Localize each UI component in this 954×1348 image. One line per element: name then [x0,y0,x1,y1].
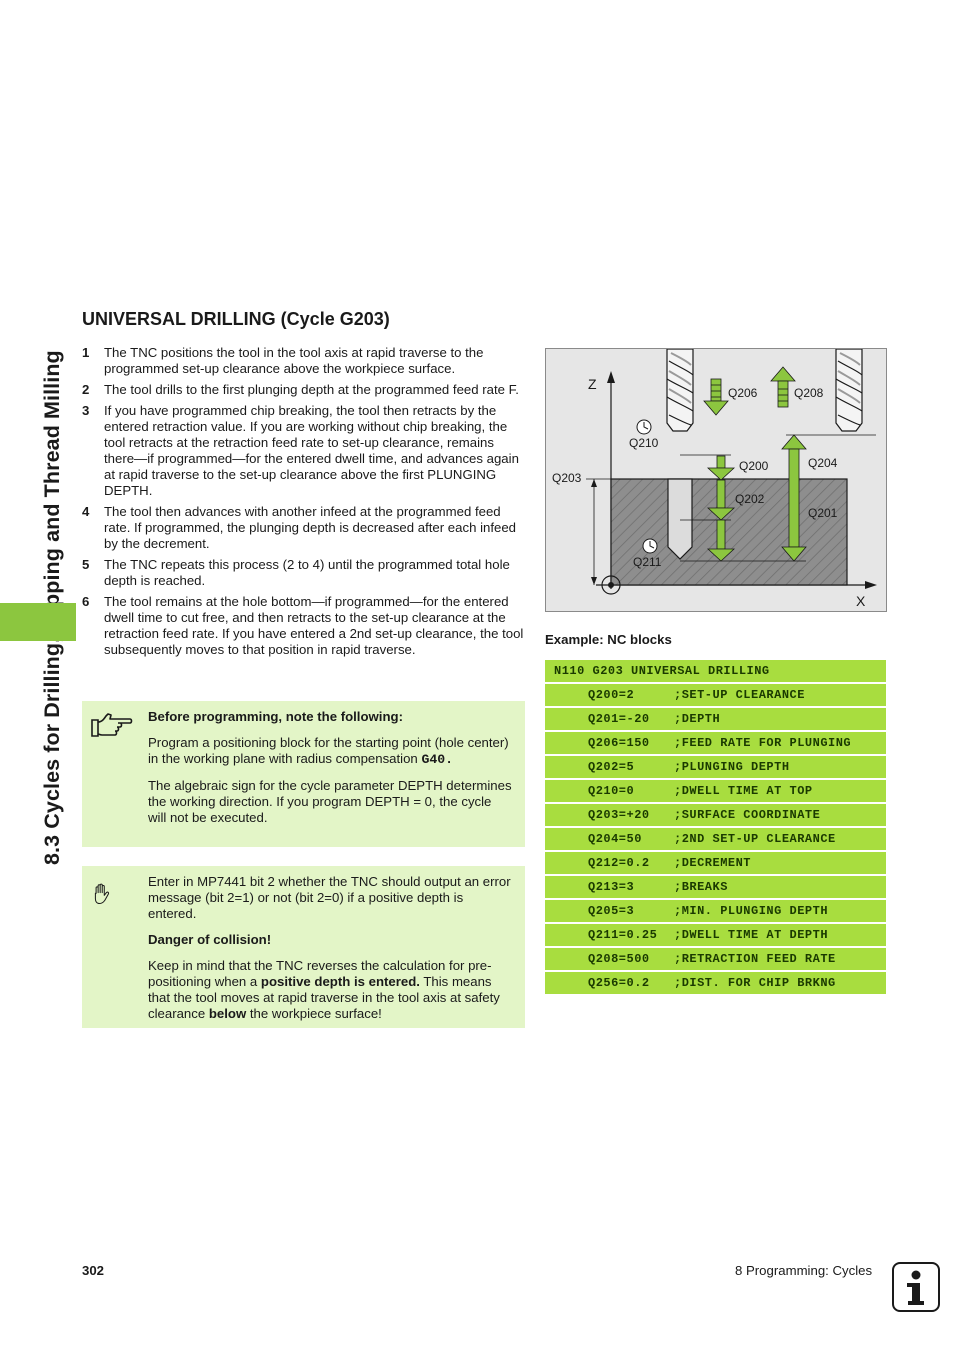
info-icon[interactable] [892,1262,940,1312]
nc-block-list [545,660,886,996]
table-row [545,660,886,682]
cycle-diagram-graphic [546,349,886,611]
table-row [545,924,886,946]
q210-label: Q210 [629,436,659,450]
step-text: The TNC repeats this process (2 to 4) until the programmed total hole depth is reached. [104,557,510,588]
table-row [545,828,886,850]
x-axis-label: X [856,593,866,609]
table-row [545,876,886,898]
nc-code: Q213=3 [588,880,635,894]
step-number: 6 [82,594,90,609]
list-item [82,594,524,658]
table-row [545,780,886,802]
nc-code: Q203=+20 [588,808,650,822]
chapter-side-title [0,300,80,900]
nc-code: N110 G203 UNIVERSAL DRILLING [554,664,770,678]
nc-code: Q210=0 [588,784,635,798]
note-heading: Danger of collision! [148,932,272,947]
list-item [82,557,524,589]
nc-comment: ;DWELL TIME AT TOP [674,784,813,798]
nc-comment: ;SURFACE COORDINATE [674,808,821,822]
x-axis-arrow [865,581,877,589]
nc-comment: ;PLUNGING DEPTH [674,760,790,774]
nc-code: Q201=-20 [588,712,650,726]
nc-code: Q206=150 [588,736,650,750]
nc-comment: ;MIN. PLUNGING DEPTH [674,904,829,918]
nc-comment: ;DWELL TIME AT DEPTH [674,928,829,942]
note-emphasis: positive depth is entered. [260,974,420,989]
step-number: 1 [82,345,90,360]
note-heading: Before programming, note the following: [148,709,403,724]
step-number: 5 [82,557,90,572]
info-glyph [894,1264,938,1310]
table-row [545,708,886,730]
q202-label: Q202 [735,492,765,506]
nc-code: Q205=3 [588,904,635,918]
step-number: 4 [82,504,90,519]
q203-label: Q203 [552,471,582,485]
nc-code: Q202=5 [588,760,635,774]
list-item [82,403,524,499]
note-paragraph [148,958,513,1022]
q201-label: Q201 [808,506,838,520]
table-row [545,900,886,922]
note-text: Keep in mind that the TNC reverses the calculation for pre-positioning when a [148,958,492,989]
q200-label: Q200 [739,459,769,473]
set-up-clearance-arrow [708,456,734,480]
drill-tool-right [836,349,862,431]
note-paragraph: Enter in MP7441 bit 2 whether the TNC should output an error message (bit 2=1) or not (bit 2=0) if a positive depth is entered. [148,874,511,921]
list-item [82,504,524,552]
page-number: 302 [82,1263,105,1278]
note-paragraph: The algebraic sign for the cycle parameter DEPTH determines the working direction. If you program DEPTH = 0, the cycle will not be executed. [148,778,512,825]
dwell-depth-clock-icon [643,539,657,553]
step-number: 3 [82,403,90,418]
drilled-hole [668,479,692,559]
table-row [545,852,886,874]
step-text: The tool then advances with another infeed at the programmed feed rate. If programmed, the plunging depth is decreased after each infeed by the decrement. [104,504,516,551]
nc-code: Q212=0.2 [588,856,650,870]
z-axis-arrow [607,371,615,383]
note-text: Program a positioning block for the starting point (hole center) in the working plane with radius compensation [148,735,509,766]
q206-label: Q206 [728,386,758,400]
q204-label: Q204 [808,456,838,470]
nc-code: Q256=0.2 [588,976,650,990]
hand-stop-icon [92,878,122,910]
note-paragraph [148,735,513,768]
nc-comment: ;DIST. FOR CHIP BRKNG [674,976,836,990]
step-text: The tool drills to the first plunging depth at the programmed feed rate F. [104,382,519,397]
nc-comment: ;FEED RATE FOR PLUNGING [674,736,852,750]
nc-code: Q200=2 [588,688,635,702]
chapter-tab-marker [0,603,76,641]
nc-comment: ;SET-UP CLEARANCE [674,688,805,702]
step-text: If you have programmed chip breaking, the tool then retracts by the entered retraction value. If you are working without chip breaking, the tool retracts at the retraction feed rate to set-up clearance, remains there—if programmed—for the entered dwell time, and advances again at rapid traverse to the set-up clearance above the first PLUNGING DEPTH. [104,403,519,498]
feed-plunging-arrow [704,379,728,415]
table-row [545,756,886,778]
programming-note [82,701,525,847]
list-item [82,382,524,398]
nc-comment: ;2ND SET-UP CLEARANCE [674,832,836,846]
table-row [545,948,886,970]
nc-code: Q204=50 [588,832,642,846]
nc-comment: ;BREAKS [674,880,728,894]
example-title: Example: NC blocks [545,632,672,647]
footer-chapter: 8 Programming: Cycles [735,1263,873,1278]
step-number: 2 [82,382,90,397]
note-text: the workpiece surface! [246,1006,382,1021]
warning-note [82,866,525,1028]
note-text: This means that the tool moves at rapid traverse in the tool axis at safety clearance [148,974,500,1021]
step-text: The tool remains at the hole bottom—if programmed—for the entered dwell time to cut free, and then retracts to the set-up clearance at the retraction feed rate. If you have entered a 2nd set-up clearance, the tool subsequently moves to that position in rapid traverse. [104,594,524,657]
step-text: The TNC positions the tool in the tool axis at rapid traverse to the programmed set-up clearance above the workpiece surface. [104,345,484,376]
z-axis-label: Z [588,376,597,392]
hand-pointing-icon [90,709,134,739]
nc-comment: ;DECREMENT [674,856,752,870]
cycle-diagram [545,348,887,612]
nc-comment: ;DEPTH [674,712,721,726]
note-code: G40. [421,752,454,767]
q211-label: Q211 [633,555,662,569]
table-row [545,972,886,994]
retraction-feed-arrow [771,367,795,407]
nc-code: Q211=0.25 [588,928,658,942]
list-item [82,345,524,377]
table-row [545,804,886,826]
nc-code: Q208=500 [588,952,650,966]
note-emphasis: below [208,1006,247,1021]
section-heading: UNIVERSAL DRILLING (Cycle G203) [82,309,390,329]
drill-tool-left [667,349,693,431]
nc-comment: ;RETRACTION FEED RATE [674,952,836,966]
table-row [545,732,886,754]
table-row [545,684,886,706]
dwell-top-clock-icon [637,420,651,434]
workpiece-block [611,479,847,585]
steps-list [82,345,524,663]
q208-label: Q208 [794,386,824,400]
